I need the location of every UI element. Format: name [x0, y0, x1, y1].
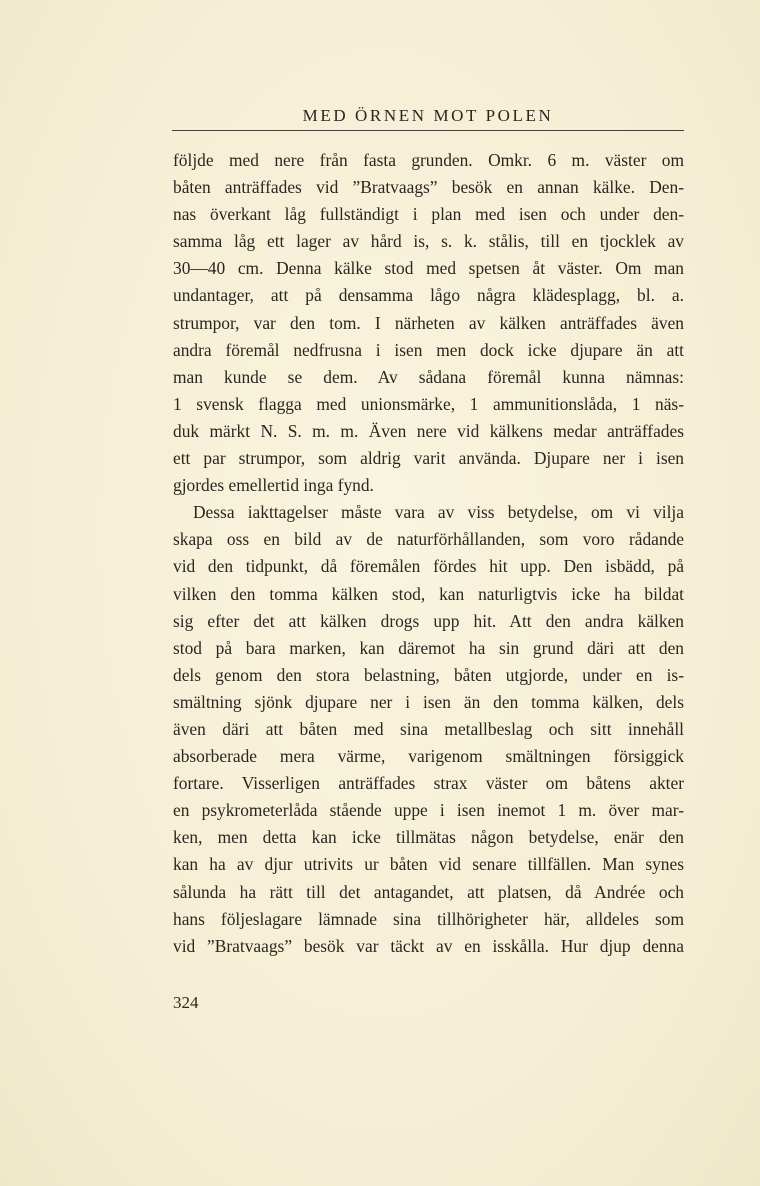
- text-line: kan ha av djur utrivits ur båten vid senare tillfällen. Man synes: [173, 854, 684, 875]
- text-line: båten anträffades vid ”Bratvaags” besök en annan kälke. Den-: [173, 177, 684, 198]
- text-line: 30—40 cm. Denna kälke stod med spetsen åt väster. Om man: [173, 258, 684, 279]
- body-text: [173, 147, 684, 960]
- running-head: MED ÖRNEN MOT POLEN: [302, 106, 554, 125]
- text-line: vid den tidpunkt, då föremålen fördes hit upp. Den isbädd, på: [173, 556, 684, 577]
- text-line: 1 svensk flagga med unionsmärke, 1 ammunitionslåda, 1 näs-: [173, 393, 684, 414]
- text-line: skapa oss en bild av de naturförhållanden, som voro rådande: [173, 529, 684, 550]
- text-line: även däri att båten med sina metallbeslag och sitt innehåll: [173, 718, 684, 739]
- text-line: man kunde se dem. Av sådana föremål kunna nämnas:: [173, 366, 684, 387]
- text-line: strumpor, var den tom. I närheten av kälken anträffades även: [173, 312, 684, 333]
- text-line: undantager, att på densamma lågo några klädesplagg, bl. a.: [173, 285, 684, 306]
- text-line: Dessa iakttagelser måste vara av viss betydelse, om vi vilja: [193, 502, 684, 523]
- page-number: 324: [173, 993, 199, 1012]
- header-rule: [172, 130, 684, 131]
- text-line: sig efter det att kälken drogs upp hit. Att den andra kälken: [173, 610, 684, 631]
- text-line: nas överkant låg fullständigt i plan med isen och under den-: [173, 204, 684, 225]
- text-line: absorberade mera värme, varigenom smältningen försiggick: [173, 746, 684, 767]
- text-line: ett par strumpor, som aldrig varit använda. Djupare ner i isen: [173, 448, 684, 469]
- text-line: sålunda ha rätt till det antagandet, att platsen, då Andrée och: [173, 881, 684, 902]
- text-line: vid ”Bratvaags” besök var täckt av en isskålla. Hur djup denna: [173, 935, 684, 956]
- text-line: hans följeslagare lämnade sina tillhörigheter här, alldeles som: [173, 908, 684, 929]
- paragraph-2: [173, 499, 684, 960]
- paragraph-1: [173, 147, 684, 499]
- text-line: dels genom den stora belastning, båten utgjorde, under en is-: [173, 664, 684, 685]
- text-line: smältning sjönk djupare ner i isen än den tomma kälken, dels: [173, 691, 684, 712]
- text-line: följde med nere från fasta grunden. Omkr. 6 m. väster om: [173, 150, 684, 170]
- text-line: duk märkt N. S. m. m. Även nere vid kälkens medar anträffades: [173, 420, 684, 441]
- text-line: en psykrometerlåda stående uppe i isen inemot 1 m. över mar-: [173, 800, 684, 821]
- text-line: samma låg ett lager av hård is, s. k. stålis, till en tjocklek av: [173, 231, 684, 252]
- text-line: ken, men detta kan icke tillmätas någon betydelse, enär den: [173, 827, 684, 848]
- text-line: vilken den tomma kälken stod, kan naturligtvis icke ha bildat: [173, 583, 684, 604]
- text-line: andra föremål nedfrusna i isen men dock icke djupare än att: [173, 339, 684, 360]
- text-line: gjordes emellertid inga fynd.: [173, 475, 374, 496]
- text-line: stod på bara marken, kan däremot ha sin grund däri att den: [173, 637, 684, 658]
- text-line: fortare. Visserligen anträffades strax väster om båtens akter: [173, 773, 684, 794]
